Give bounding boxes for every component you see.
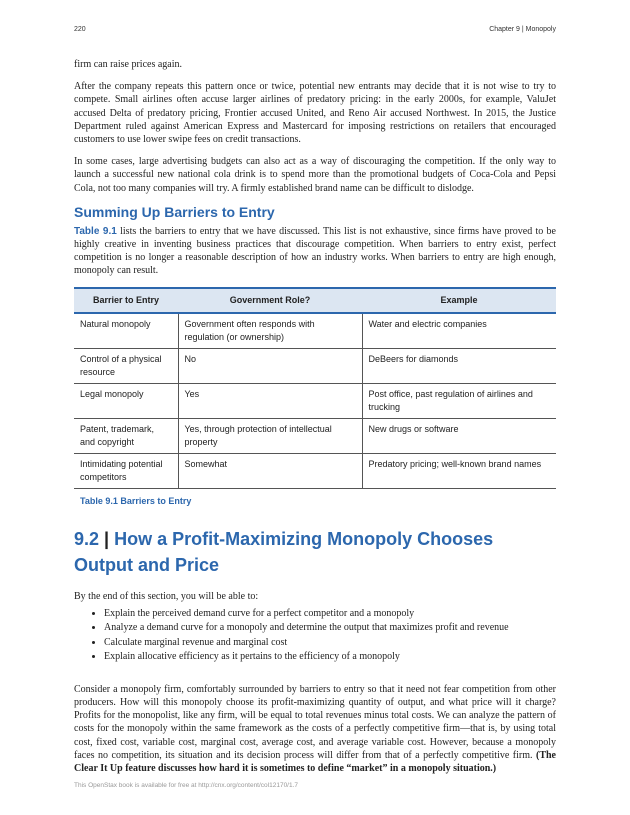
table-cell: Post office, past regulation of airlines and trucking bbox=[362, 383, 556, 418]
table-row bbox=[74, 418, 556, 453]
paragraph: After the company repeats this pattern once or twice, potential new entrants may decide that it is not wise to try to compete. Small airlines often accuse larger airlines of predatory pricing: in the early 2000s, for example, ValuJet accused Delta of predatory pricing, Frontier accused United, and Reno Air accused Northwest. In 2015, the Justice Department ruled against American Express and Mastercard for imposing restrictions on retailers that encouraged customers to use lower swipe fees on credit transactions. bbox=[74, 81, 556, 146]
section-heading: Summing Up Barriers to Entry bbox=[74, 203, 275, 220]
section-title-text: How a Profit-Maximizing Monopoly Chooses Output and Price bbox=[74, 528, 494, 575]
table-cell: Natural monopoly bbox=[74, 313, 178, 349]
table-row bbox=[74, 348, 556, 383]
objectives-intro: By the end of this section, you will be able to: bbox=[74, 590, 259, 602]
list-item: • Explain allocative efficiency as it pertains to the efficiency of a monopoly bbox=[104, 650, 556, 665]
closing-text: Consider a monopoly firm, comfortably surrounded by barriers to entry so that it need not fear competition from other producers. How will this monopoly choose its profit-maximizing quantity of output, and what price will it charge? Profits for the monopolist, like any firm, will be equal to total revenues minus total costs. We can analyze the pattern of costs for the monopoly within the same framework as the costs of a perfectly competitive firm—that is, by using total cost, fixed cost, variable cost, marginal cost, average cost, and average variable cost. However, because a monopoly faces no competition, its situation and its decision process will differ from that of a perfectly competitive firm. bbox=[74, 683, 556, 761]
list-item: • Calculate marginal revenue and marginal cost bbox=[104, 636, 556, 651]
chapter-label: Chapter 9 | Monopoly bbox=[489, 26, 556, 33]
paragraph: firm can raise prices again. bbox=[74, 59, 183, 70]
table-cell: Yes bbox=[178, 383, 362, 418]
table-row bbox=[74, 383, 556, 418]
table-cell: Water and electric companies bbox=[362, 313, 556, 349]
section-title bbox=[74, 526, 556, 578]
table-cell: Yes, through protection of intellectual property bbox=[178, 418, 362, 453]
paragraph: In some cases, large advertising budgets can also act as a way of discouraging the competition. If the only way to launch a successful new national cola drink is to spend more than the promotional budgets of Coca-Cola and Pepsi Cola, not too many companies will try. A firmly established brand name can be difficult to dislodge. bbox=[74, 156, 556, 194]
section-separator: | bbox=[104, 528, 110, 549]
table-row bbox=[74, 313, 556, 349]
clear-it-up-note: (The Clear It Up feature discusses how hard it is sometimes to define “market” in a monopoly situation.) bbox=[74, 749, 556, 775]
table-cell: Patent, trademark, and copyright bbox=[74, 418, 178, 453]
running-header bbox=[74, 26, 556, 38]
intro-text: lists the barriers to entry that we have discussed. This list is not exhaustive, since firms have proved to be highly creative in inventing business practices that discourage competition. When barriers to entry exist, perfect competition is no longer a reasonable description of how an industry works. When barriers to entry are high enough, monopoly can result. bbox=[74, 225, 556, 277]
closing-paragraph bbox=[74, 683, 556, 775]
table-cell: Intimidating potential competitors bbox=[74, 453, 178, 488]
section-number: 9.2 bbox=[74, 528, 100, 549]
table-cell: Control of a physical resource bbox=[74, 348, 178, 383]
table-cell: Government often responds with regulation (or ownership) bbox=[178, 313, 362, 349]
page-number: 220 bbox=[74, 26, 86, 33]
table-cell: New drugs or software bbox=[362, 418, 556, 453]
list-item: • Analyze a demand curve for a monopoly and determine the output that maximizes profit and revenue bbox=[104, 621, 556, 636]
page-footer: This OpenStax book is available for free at http://cnx.org/content/col12170/1.7 bbox=[74, 782, 299, 789]
table-cell: Somewhat bbox=[178, 453, 362, 488]
list-item: • Explain the perceived demand curve for a perfect competitor and a monopoly bbox=[104, 607, 556, 622]
objectives-list bbox=[74, 607, 556, 665]
column-header-government-role: Government Role? bbox=[178, 288, 362, 313]
table-caption: Table 9.1 Barriers to Entry bbox=[80, 495, 192, 506]
main-content bbox=[74, 58, 556, 784]
table-cell: Legal monopoly bbox=[74, 383, 178, 418]
table-cell: DeBeers for diamonds bbox=[362, 348, 556, 383]
column-header-barrier: Barrier to Entry bbox=[74, 288, 178, 313]
table-cell: Predatory pricing; well-known brand names bbox=[362, 453, 556, 488]
table-cell: No bbox=[178, 348, 362, 383]
intro-paragraph bbox=[74, 225, 556, 278]
table-row bbox=[74, 453, 556, 488]
table-header-row bbox=[74, 288, 556, 313]
barriers-table bbox=[74, 287, 556, 489]
column-header-example: Example bbox=[362, 288, 556, 313]
table-reference-link[interactable]: Table 9.1 bbox=[74, 225, 117, 237]
